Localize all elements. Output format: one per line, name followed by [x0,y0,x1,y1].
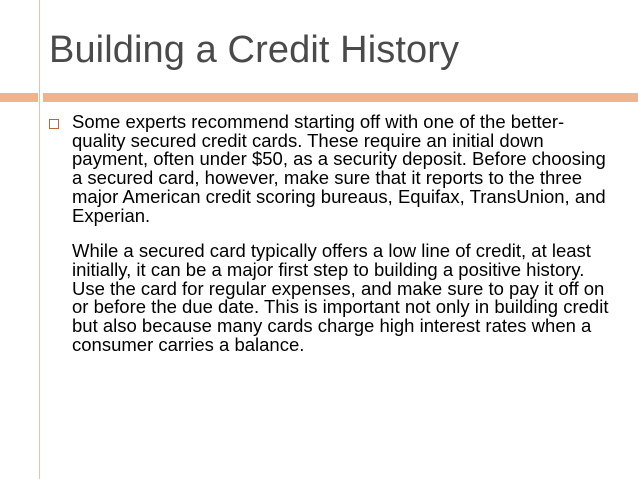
bullet-item [46,113,616,354]
accent-bar-main [43,93,638,102]
accent-vertical-line [39,0,40,479]
slide-title: Building a Credit History [49,29,460,71]
slide-body [46,113,616,354]
body-paragraph-1: Some experts recommend starting off with one of the better-quality secured credit cards. These require an initial down payment, often under $50, as a security deposit. Before choosing a secured card, however, make sure that it reports to the three major American credit scoring bureaus, Equifax, TransUnion, and Experian. [72,111,606,226]
body-paragraph-2: While a secured card typically offers a low line of credit, at least initially, it can be a major first step to building a positive history. Use the card for regular expenses, and make sure to pay it off on or before the due date. This is important not only in building credit but also because many cards charge high interest rates when a consumer carries a balance. [72,240,609,355]
hollow-square-bullet-icon [49,119,59,129]
accent-bar-left [0,93,38,102]
